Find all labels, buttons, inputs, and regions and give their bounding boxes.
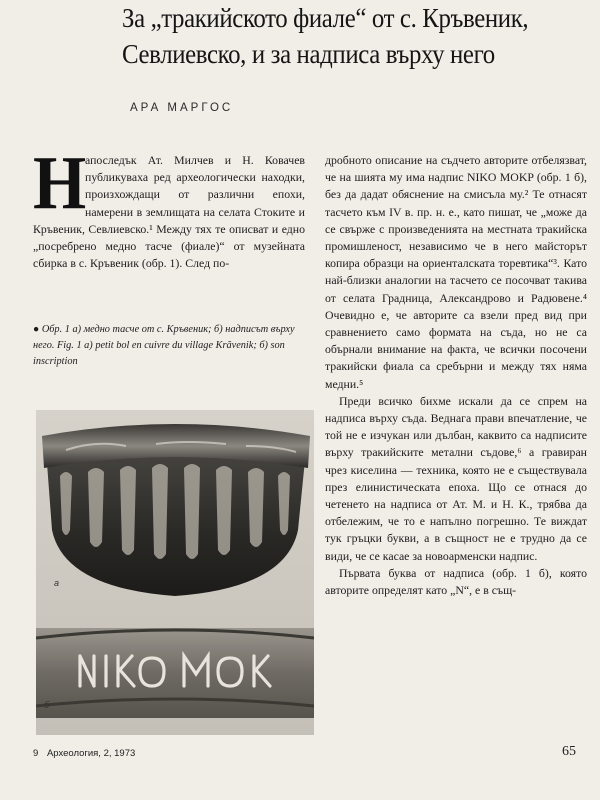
caption-text: Обр. 1 а) медно тасче от с. Кръвеник; б) надписът върху него. Fig. 1 a) petit bol en cuivre du village Krăvenik; б) son inscription <box>33 324 295 367</box>
right-column <box>325 152 587 599</box>
footer-signature: 9 <box>33 748 39 759</box>
right-paragraph-3: Първата буква от надписа (обр. 1 б), която авторите определят като „N“, е в същ- <box>325 565 587 598</box>
inscription-strip <box>36 628 314 718</box>
left-paragraph-1: апоследък Ат. Милчев и Н. Ковачев публикуваха ред археологически находки, произхождащи от различни епохи, намерени в землищата на селата Стоките и Кръвеник, Севлиевско.¹ Между тях те описват и едно „посребрено медно тасче (фиале)“ от музейната сбирка в с. Кръвеник (обр. 1). След по- <box>33 153 305 271</box>
article-title <box>122 0 554 72</box>
right-paragraph-1: дробното описание на съдчето авторите отбелязват, че на шията му има надпис NIKO MOKP (обр. 1 б), без да дадат обяснение на смисъла му.² Те отнасят тасчето към IV в. пр. н. е., като пишат, че „може да се свърже с произведенията на местната тракийска промишленост, независимо че в него майсторът копира образци на ориенталската торевтика“³. Като най-близки аналогии на тасчето се посочват такива от селата Градница, Александрово и Радювене.⁴ Очевидно е, че авторите са взели пред вид при сравнението само формата на съда, но не са обърнали внимание на факта, че всички посочени тракийски фиала са сребърни и между тях няма медни.⁵ <box>325 153 587 391</box>
page-footer <box>33 748 135 759</box>
author-name: АРА МАРГОС <box>130 102 234 114</box>
left-column <box>33 141 305 272</box>
figure-label-a: а <box>54 578 60 588</box>
caption-bullet-icon: ● <box>33 324 40 335</box>
right-paragraph-2: Преди всичко бихме искали да се спрем на надписа върху съда. Веднага прави впечатление, че той не е изчукан или дълбан, каквито са надписите върху тракийските метални съдове,⁶ а гравиран чрез киселина — техника, която не е съществувала през елинистическата епоха. Що се отнася до четенето на надписа от Ат. М. и Н. К., трябва да отбележим, че то е напълно погрешно. Те виждат тук гръцки букви, а в същност не е трудно да се види, че се касае за новоарменски надпис. <box>325 393 587 563</box>
figure-caption <box>33 322 308 370</box>
page-number: 65 <box>562 744 576 759</box>
figure-photo <box>36 410 314 735</box>
title-line-1: За „тракийското фиале“ от с. Кръвеник, <box>122 3 529 33</box>
figure-label-b: б <box>44 700 50 710</box>
footer-journal: Археология, 2, 1973 <box>46 748 136 759</box>
drop-cap: Н <box>33 141 87 225</box>
bowl-photo-svg <box>36 410 314 735</box>
title-line-2: Севлиевско, и за надписа върху него <box>122 39 495 69</box>
